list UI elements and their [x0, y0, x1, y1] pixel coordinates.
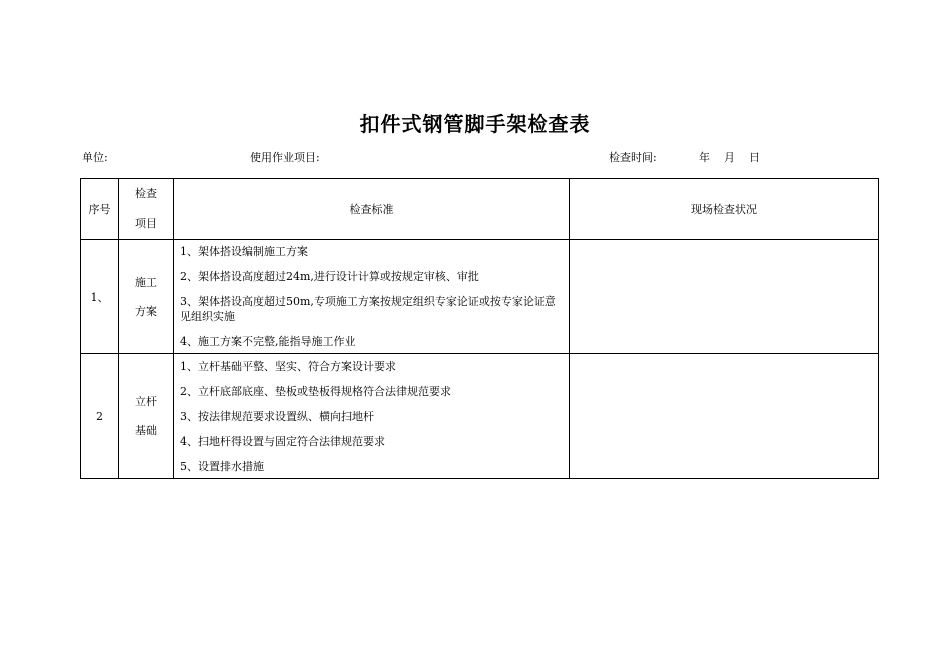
table-header-row: [81, 179, 879, 240]
header-item-line1: 检查: [135, 187, 157, 200]
criterion: 4、施工方案不完整,能指导施工作业: [180, 335, 356, 348]
inspection-table: [80, 178, 879, 479]
row-item-line1: 立杆: [135, 395, 157, 408]
header-no: 序号: [81, 179, 119, 240]
row-item: [119, 240, 174, 354]
project-label: 使用作业项目:: [250, 151, 320, 164]
row-item-line1: 施工: [135, 275, 157, 289]
row-no: 2: [81, 354, 119, 479]
criterion: 1、架体搭设编制施工方案: [180, 245, 308, 258]
criterion: 1、立杆基础平整、坚实、符合方案设计要求: [180, 359, 396, 373]
date-placeholder: 年 月 日: [699, 151, 760, 164]
header-status: 现场检查状况: [570, 179, 879, 240]
row-criteria: [174, 240, 570, 354]
row-criteria: [174, 354, 570, 479]
unit-label: 单位:: [82, 151, 108, 164]
header-standard: 检查标准: [174, 179, 570, 240]
inspection-time-label: 检查时间:: [609, 151, 657, 164]
page-title: 扣件式钢管脚手架检查表: [359, 112, 591, 136]
table-row: [81, 354, 879, 479]
table-row: [81, 240, 879, 354]
row-item-line2: 基础: [135, 424, 157, 437]
row-item: [119, 354, 174, 479]
row-status-cell[interactable]: [570, 240, 879, 354]
row-no: 1、: [81, 240, 119, 354]
criterion: 3、按法律规范要求设置纵、横向扫地杆: [180, 409, 374, 423]
criterion: 4、扫地杆得设置与固定符合法律规范要求: [180, 434, 385, 448]
criterion: 2、立杆底部底座、垫板或垫板得规格符合法律规范要求: [180, 384, 451, 398]
criterion: 3、架体搭设高度超过50m,专项施工方案按规定组织专家论证或按专家论证意见组织实施: [180, 295, 556, 323]
header-item-line2: 项目: [135, 217, 157, 230]
row-item-line2: 方案: [135, 304, 157, 318]
header-item: [119, 179, 174, 240]
row-status-cell[interactable]: [570, 354, 879, 479]
criterion: 5、设置排水措施: [180, 459, 264, 473]
criterion: 2、架体搭设高度超过24m,进行设计计算或按规定审核、审批: [180, 270, 479, 283]
